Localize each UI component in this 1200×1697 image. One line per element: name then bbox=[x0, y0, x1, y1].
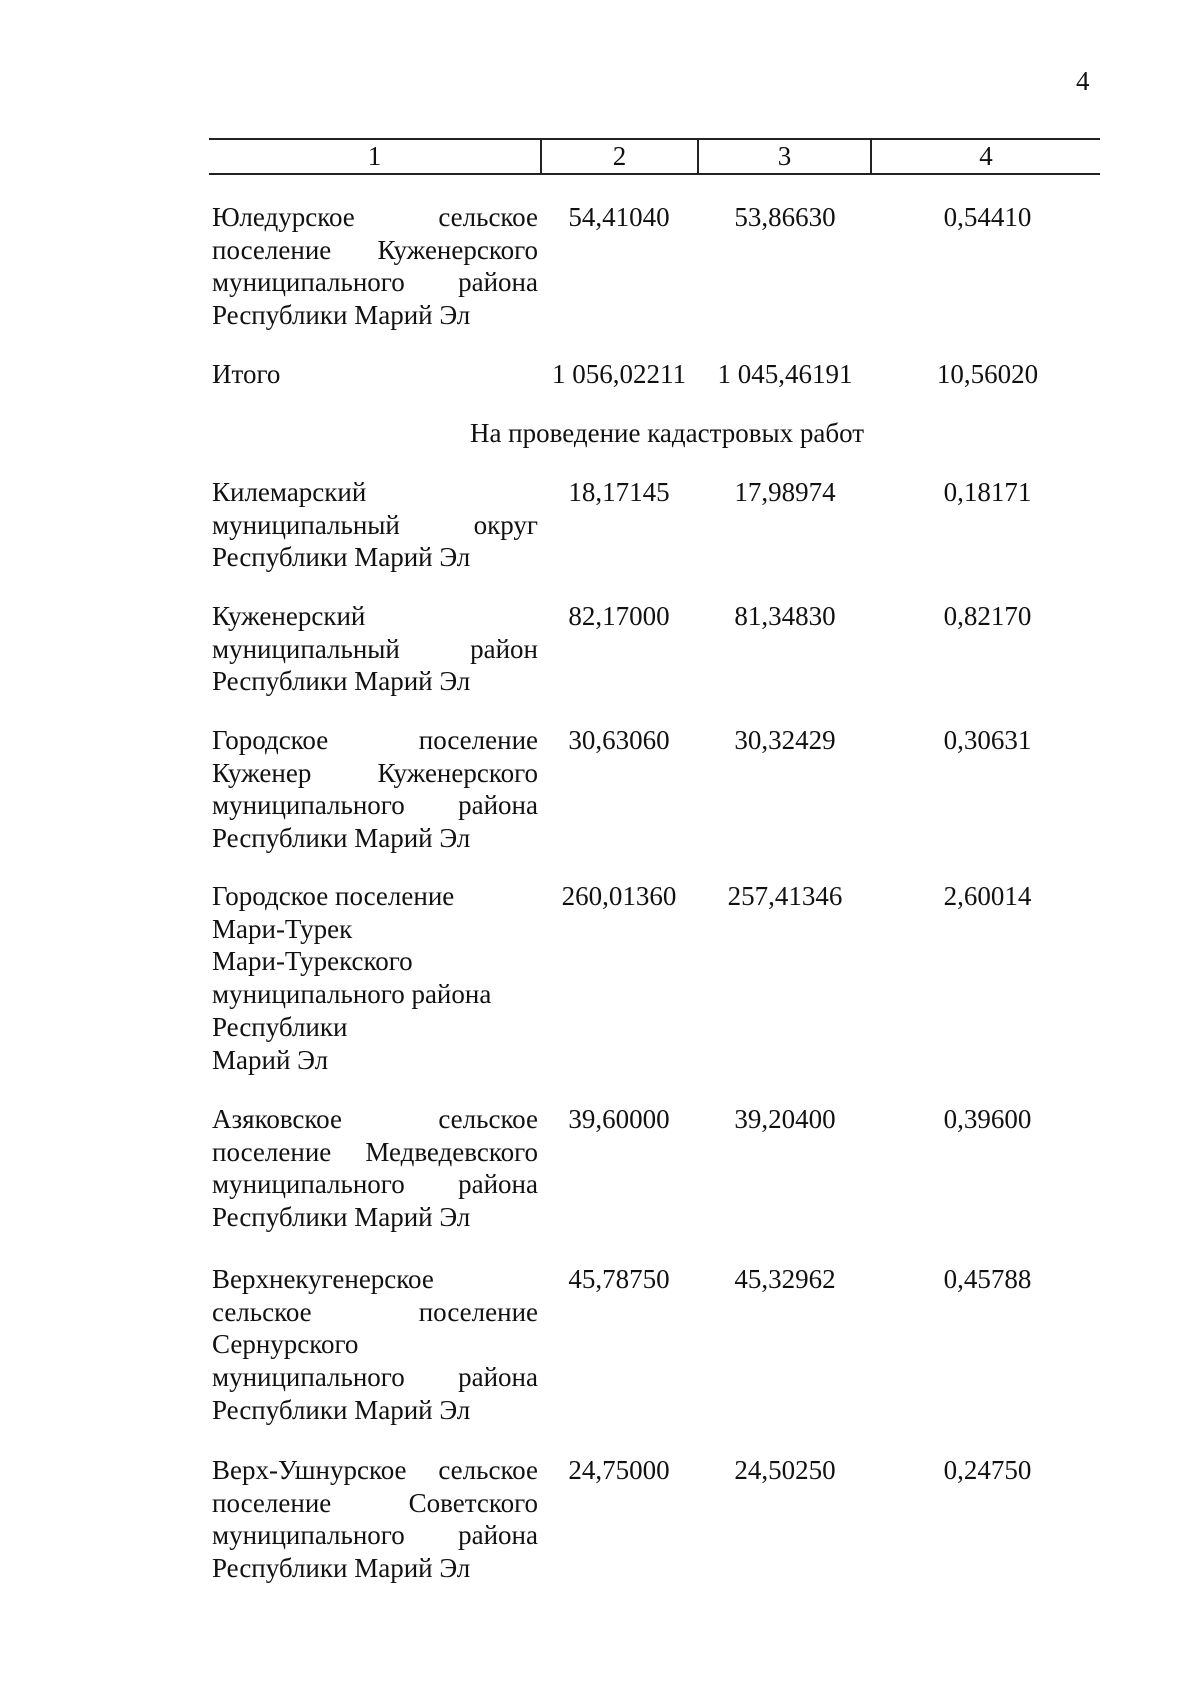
row-name: Итого bbox=[212, 359, 281, 389]
row-value-col3: 24,50250 bbox=[734, 1455, 836, 1485]
row-name: Городское поселение Мари-Турек Мари-Турекского муниципального района Республики Марий Эл bbox=[212, 881, 492, 1075]
row-value-col3: 1 045,46191 bbox=[717, 359, 853, 389]
row-value-col4: 0,18171 bbox=[943, 477, 1032, 507]
row-value-col4: 2,60014 bbox=[943, 881, 1032, 911]
row-value-col2: 54,41040 bbox=[568, 202, 670, 232]
row-value-col2: 18,17145 bbox=[568, 477, 670, 507]
row-value-col3: 30,32429 bbox=[734, 725, 836, 755]
page-number: 4 bbox=[1076, 66, 1090, 96]
row-value-col4: 0,24750 bbox=[943, 1455, 1032, 1485]
row-name: Килемарский муниципальный округ Республики Марий Эл bbox=[212, 477, 538, 573]
row-name: Юледурское сельское поселение Куженерского муниципального района Республики Марий Эл bbox=[212, 202, 538, 331]
section-title: На проведение кадастровых работ bbox=[469, 418, 865, 448]
header-bottom-rule bbox=[209, 173, 1100, 175]
row-value-col4: 0,82170 bbox=[943, 601, 1032, 631]
row-name: Городское поселение Куженер Куженерского муниципального района Республики Марий Эл bbox=[212, 725, 538, 854]
row-value-col3: 53,86630 bbox=[734, 202, 836, 232]
column-header-4: 4 bbox=[979, 141, 993, 171]
row-value-col3: 81,34830 bbox=[734, 601, 836, 631]
row-value-col3: 39,20400 bbox=[734, 1104, 836, 1134]
row-value-col2: 45,78750 bbox=[568, 1264, 670, 1294]
row-value-col4: 10,56020 bbox=[936, 359, 1039, 389]
row-value-col4: 0,39600 bbox=[943, 1104, 1032, 1134]
row-value-col3: 257,41346 bbox=[727, 881, 843, 911]
row-name: Верхнекугенерское сельское поселение Сернурского муниципального района Республики Марий Эл bbox=[212, 1264, 538, 1425]
row-value-col4: 0,30631 bbox=[943, 725, 1032, 755]
row-name: Азяковское сельское поселение Медведевского муниципального района Республики Марий Эл bbox=[212, 1104, 538, 1233]
row-name: Куженерский муниципальный район Республики Марий Эл bbox=[212, 601, 538, 697]
row-value-col2: 39,60000 bbox=[568, 1104, 670, 1134]
row-value-col2: 82,17000 bbox=[568, 601, 670, 631]
column-header-3: 3 bbox=[777, 141, 792, 171]
row-value-col2: 1 056,02211 bbox=[552, 359, 686, 389]
row-value-col3: 17,98974 bbox=[734, 477, 836, 507]
row-value-col4: 0,54410 bbox=[943, 202, 1032, 232]
row-value-col2: 30,63060 bbox=[568, 725, 670, 755]
row-value-col2: 260,01360 bbox=[561, 881, 677, 911]
row-name: Верх-Ушнурское сельское поселение Советского муниципального района Республики Марий Эл bbox=[212, 1455, 538, 1584]
column-header-1: 1 bbox=[367, 141, 382, 171]
row-value-col3: 45,32962 bbox=[734, 1264, 836, 1294]
row-value-col4: 0,45788 bbox=[943, 1264, 1032, 1294]
row-value-col2: 24,75000 bbox=[568, 1455, 670, 1485]
column-header-2: 2 bbox=[612, 141, 627, 171]
